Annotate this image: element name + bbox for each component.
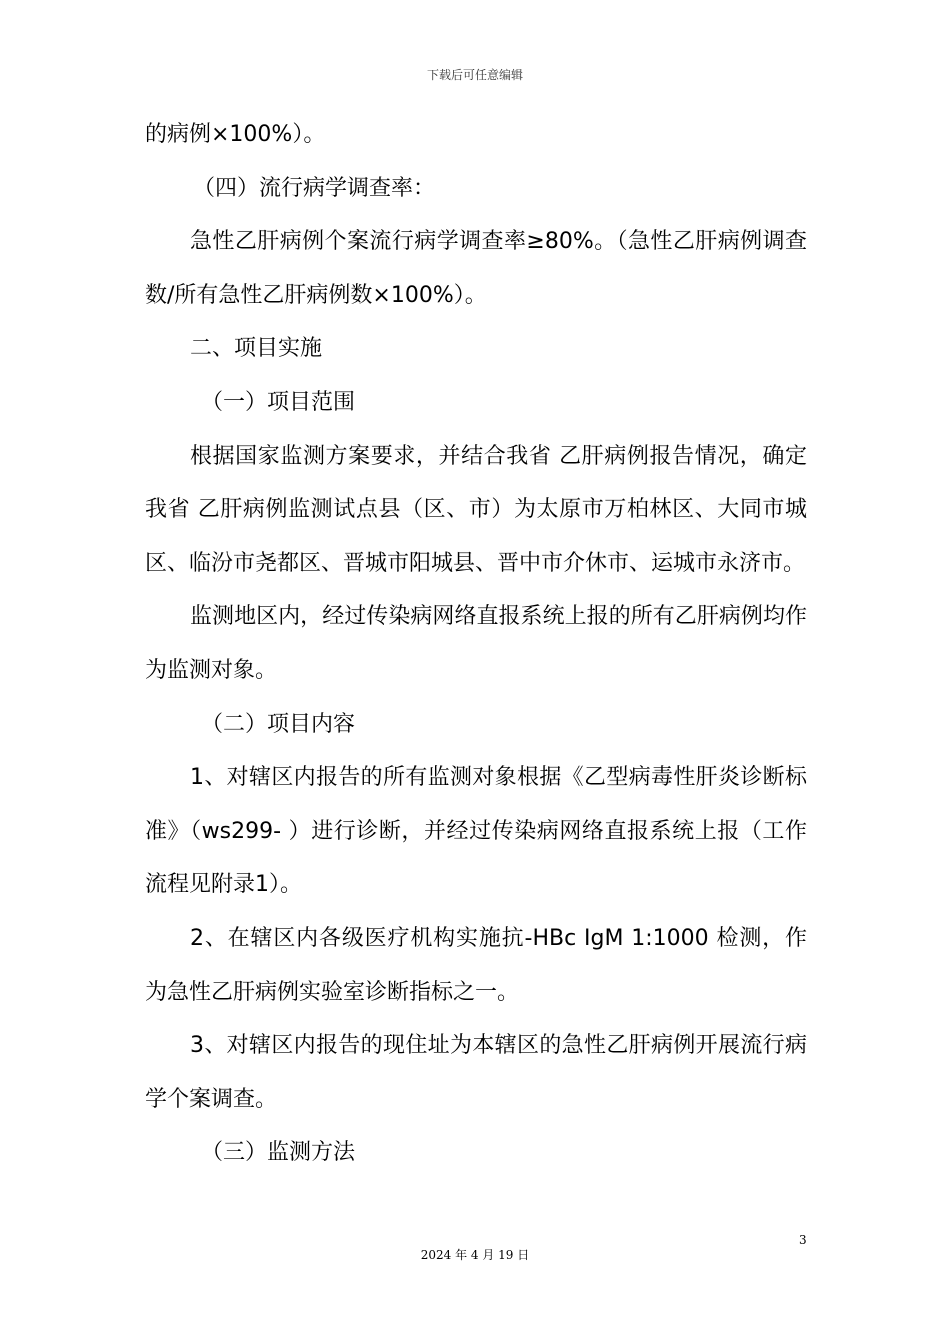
section-heading-scope: （一）项目范围 [201,389,356,415]
paragraph-monitoring-target: 监测地区内，经过传染病网络直报系统上报的所有乙肝病例均作为监测对象。 [145,604,807,683]
section-heading-content: （二）项目内容 [201,711,356,737]
paragraph-item-3: 3、对辖区内报告的现住址为本辖区的急性乙肝病例开展流行病学个案调查。 [145,1033,807,1112]
section-heading-implementation: 二、项目实施 [190,336,323,362]
paragraph-scope: 根据国家监测方案要求，并结合我省 乙肝病例报告情况，确定我省 乙肝病例监测试点县（区、市）为太原市万柏林区、大同市城区、临汾市尧都区、晋城市阳城县、晋中市介休市、运城市永济市。 [145,443,807,576]
footer-date: 2024 年 4 月 19 日 [420,1248,530,1262]
page-number: 3 [799,1233,807,1247]
paragraph-survey-rate: 急性乙肝病例个案流行病学调查率≥80%。（急性乙肝病例调查数/所有急性乙肝病例数×100%）。 [145,229,807,308]
section-heading-method: （三）监测方法 [201,1140,356,1166]
paragraph-item-1: 1、对辖区内报告的所有监测对象根据《乙型病毒性肝炎诊断标准》（ws299- ）进行诊断，并经过传染病网络直报系统上报（工作流程见附录1）。 [145,765,807,898]
paragraph-continuation: 的病例×100%）。 [145,122,326,147]
section-heading-survey-rate: （四）流行病学调查率： [193,175,436,201]
paragraph-item-2: 2、在辖区内各级医疗机构实施抗-HBc IgM 1:1000 检测，作为急性乙肝病例实验室诊断指标之一。 [145,925,807,1005]
page-header: 下载后可任意编辑 [426,68,523,82]
document-body [145,108,807,1180]
